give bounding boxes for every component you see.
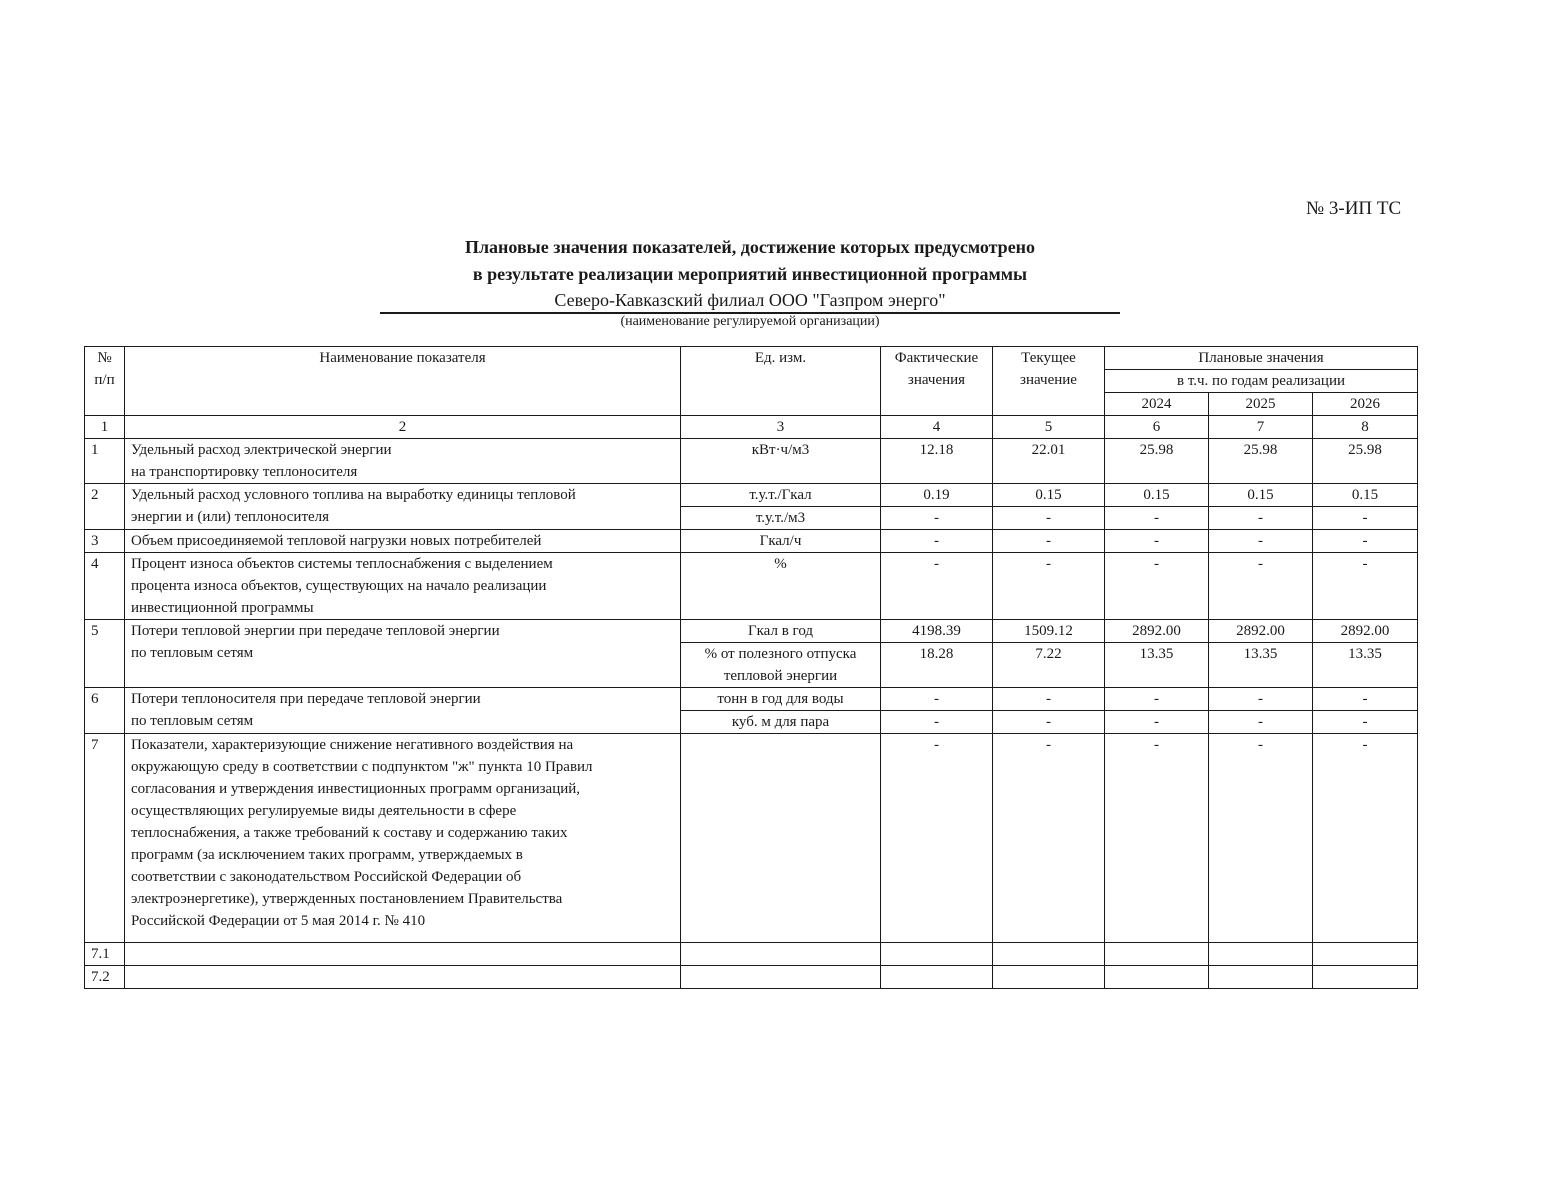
unit-cell (681, 734, 881, 943)
header-fact-line-1: Фактические (894, 350, 979, 366)
row-number: 2 (85, 484, 125, 530)
plan-2025-cell: - (1209, 530, 1313, 553)
unit-line: % от полезного отпуска (704, 646, 857, 662)
header-num-line-2: п/п (94, 372, 115, 388)
unit-cell: Гкал в год (681, 620, 881, 643)
fact-cell: - (881, 507, 993, 530)
table-row (85, 688, 1418, 711)
table-row (85, 439, 1418, 484)
indicator-name-line: Процент износа объектов системы теплоснабжения с выделением (131, 556, 553, 572)
fact-cell: 0.19 (881, 484, 993, 507)
header-current-line-1: Текущее (1021, 350, 1076, 366)
plan-2025-cell: - (1209, 553, 1313, 620)
header-year-2024: 2024 (1105, 393, 1209, 416)
indicator-name-line: соответствии с законодательством Российской Федерации об (131, 869, 522, 885)
header-unit: Ед. изм. (681, 347, 881, 416)
indicator-name-line: Российской Федерации от 5 мая 2014 г. № 410 (131, 913, 426, 929)
plan-2024-cell: 0.15 (1105, 484, 1209, 507)
table-row (85, 966, 1418, 989)
col-number-1: 1 (85, 416, 125, 439)
plan-2024-cell (1105, 943, 1209, 966)
col-number-4: 4 (881, 416, 993, 439)
indicator-name-line: энергии и (или) теплоносителя (131, 509, 330, 525)
unit-cell: Гкал/ч (681, 530, 881, 553)
current-cell: 0.15 (993, 484, 1105, 507)
plan-2026-cell (1313, 943, 1418, 966)
column-numbers-row (85, 416, 1418, 439)
header-name: Наименование показателя (125, 347, 681, 416)
indicator-name-line: Удельный расход условного топлива на выработку единицы тепловой (131, 487, 576, 503)
header-num (85, 347, 125, 416)
col-number-8: 8 (1313, 416, 1418, 439)
current-cell: 1509.12 (993, 620, 1105, 643)
unit-cell: т.у.т./м3 (681, 507, 881, 530)
plan-2026-cell: 2892.00 (1313, 620, 1418, 643)
plan-2025-cell: - (1209, 734, 1313, 943)
indicator-name-line: Удельный расход электрической энергии (131, 442, 392, 458)
header-num-line-1: № (97, 350, 112, 366)
fact-cell: - (881, 688, 993, 711)
plan-2026-cell: - (1313, 711, 1418, 734)
fact-cell (881, 943, 993, 966)
indicator-name (125, 553, 681, 620)
row-number: 7.2 (85, 966, 125, 989)
indicator-name-line: Показатели, характеризующие снижение негативного воздействия на (131, 737, 574, 753)
current-cell (993, 943, 1105, 966)
organization-name: Северо-Кавказский филиал ООО "Газпром энерго" (380, 289, 1120, 314)
indicator-name-line: теплоснабжения, а также требований к составу и содержанию таких (131, 825, 568, 841)
plan-2024-cell: - (1105, 711, 1209, 734)
unit-line: тепловой энергии (723, 668, 838, 684)
plan-2024-cell: - (1105, 530, 1209, 553)
plan-2026-cell (1313, 966, 1418, 989)
plan-2026-cell: - (1313, 553, 1418, 620)
form-number: № 3-ИП ТС (1306, 198, 1402, 219)
plan-2024-cell: - (1105, 688, 1209, 711)
current-cell (993, 966, 1105, 989)
unit-cell: кВт·ч/м3 (681, 439, 881, 484)
header-current-line-2: значение (1020, 372, 1077, 388)
indicator-name (125, 439, 681, 484)
plan-2026-cell: 25.98 (1313, 439, 1418, 484)
plan-2025-cell: 13.35 (1209, 643, 1313, 688)
header-fact-line-2: значения (907, 372, 966, 388)
indicator-name-line: согласования и утверждения инвестиционных программ организаций, (131, 781, 581, 797)
col-number-7: 7 (1209, 416, 1313, 439)
plan-2024-cell: 2892.00 (1105, 620, 1209, 643)
row-number: 4 (85, 553, 125, 620)
indicator-name (125, 966, 681, 989)
plan-2026-cell: - (1313, 507, 1418, 530)
header-fact (881, 347, 993, 416)
indicator-name (125, 943, 681, 966)
indicator-name-line: по тепловым сетям (131, 713, 254, 729)
plan-2025-cell (1209, 966, 1313, 989)
plan-2025-cell (1209, 943, 1313, 966)
plan-2024-cell (1105, 966, 1209, 989)
table-row (85, 484, 1418, 507)
fact-cell: 4198.39 (881, 620, 993, 643)
unit-cell (681, 643, 881, 688)
row-number: 7 (85, 734, 125, 943)
unit-cell (681, 966, 881, 989)
current-cell: 7.22 (993, 643, 1105, 688)
fact-cell: - (881, 734, 993, 943)
plan-2026-cell: - (1313, 530, 1418, 553)
header-year-2026: 2026 (1313, 393, 1418, 416)
indicator-name (125, 484, 681, 530)
indicator-name-line: окружающую среду в соответствии с подпунктом "ж" пункта 10 Правил (131, 759, 593, 775)
title-line-2: в результате реализации мероприятий инвестиционной программы (472, 264, 1028, 284)
current-cell: - (993, 711, 1105, 734)
indicator-name-line: процента износа объектов, существующих на начало реализации (131, 578, 547, 594)
current-cell: - (993, 507, 1105, 530)
table-row (85, 734, 1418, 943)
indicator-name-line: программ (за исключением таких программ, утверждаемых в (131, 847, 523, 863)
plan-2025-cell: 0.15 (1209, 484, 1313, 507)
organization-caption: (наименование регулируемой организации) (620, 314, 880, 329)
header-plan: Плановые значения (1105, 347, 1418, 370)
plan-2025-cell: - (1209, 688, 1313, 711)
plan-2026-cell: 0.15 (1313, 484, 1418, 507)
plan-2024-cell: - (1105, 734, 1209, 943)
row-number: 5 (85, 620, 125, 688)
col-number-3: 3 (681, 416, 881, 439)
plan-2024-cell: - (1105, 507, 1209, 530)
fact-cell: - (881, 553, 993, 620)
row-number: 7.1 (85, 943, 125, 966)
fact-cell: 18.28 (881, 643, 993, 688)
plan-2024-cell: 25.98 (1105, 439, 1209, 484)
current-cell: - (993, 734, 1105, 943)
col-number-5: 5 (993, 416, 1105, 439)
header-year-2025: 2025 (1209, 393, 1313, 416)
plan-2026-cell: 13.35 (1313, 643, 1418, 688)
unit-cell: т.у.т./Гкал (681, 484, 881, 507)
plan-2026-cell: - (1313, 688, 1418, 711)
plan-2025-cell: - (1209, 507, 1313, 530)
current-cell: - (993, 530, 1105, 553)
header-current (993, 347, 1105, 416)
unit-cell: % (681, 553, 881, 620)
unit-cell: куб. м для пара (681, 711, 881, 734)
header-plan-sub: в т.ч. по годам реализации (1105, 370, 1418, 393)
document-title (300, 234, 1200, 288)
plan-2025-cell: 25.98 (1209, 439, 1313, 484)
indicator-name-line: Потери теплоносителя при передаче тепловой энергии (131, 691, 481, 707)
fact-cell: - (881, 711, 993, 734)
indicators-table (84, 346, 1418, 989)
indicator-name (125, 688, 681, 734)
current-cell: - (993, 553, 1105, 620)
fact-cell: - (881, 530, 993, 553)
current-cell: - (993, 688, 1105, 711)
current-cell: 22.01 (993, 439, 1105, 484)
indicator-name (125, 620, 681, 688)
row-number: 3 (85, 530, 125, 553)
indicator-name-line: электроэнергетике), утвержденных постановлением Правительства (131, 891, 563, 907)
col-number-6: 6 (1105, 416, 1209, 439)
title-line-1: Плановые значения показателей, достижение которых предусмотрено (464, 237, 1036, 257)
header-row-1 (85, 347, 1418, 370)
plan-2025-cell: - (1209, 711, 1313, 734)
plan-2025-cell: 2892.00 (1209, 620, 1313, 643)
table-row (85, 553, 1418, 620)
indicator-name (125, 734, 681, 943)
indicator-name: Объем присоединяемой тепловой нагрузки новых потребителей (125, 530, 681, 553)
indicator-name-line: на транспортировку теплоносителя (131, 464, 358, 480)
fact-cell (881, 966, 993, 989)
row-number: 6 (85, 688, 125, 734)
indicator-name-line: осуществляющих регулируемые виды деятельности в сфере (131, 803, 517, 819)
table-row (85, 530, 1418, 553)
unit-cell (681, 943, 881, 966)
table-row (85, 943, 1418, 966)
col-number-2: 2 (125, 416, 681, 439)
plan-2026-cell: - (1313, 734, 1418, 943)
indicator-name-line: по тепловым сетям (131, 645, 254, 661)
indicator-name-line: Потери тепловой энергии при передаче тепловой энергии (131, 623, 500, 639)
plan-2024-cell: 13.35 (1105, 643, 1209, 688)
fact-cell: 12.18 (881, 439, 993, 484)
row-number: 1 (85, 439, 125, 484)
table-row (85, 620, 1418, 643)
plan-2024-cell: - (1105, 553, 1209, 620)
indicator-name-line: инвестиционной программы (131, 600, 314, 616)
unit-cell: тонн в год для воды (681, 688, 881, 711)
